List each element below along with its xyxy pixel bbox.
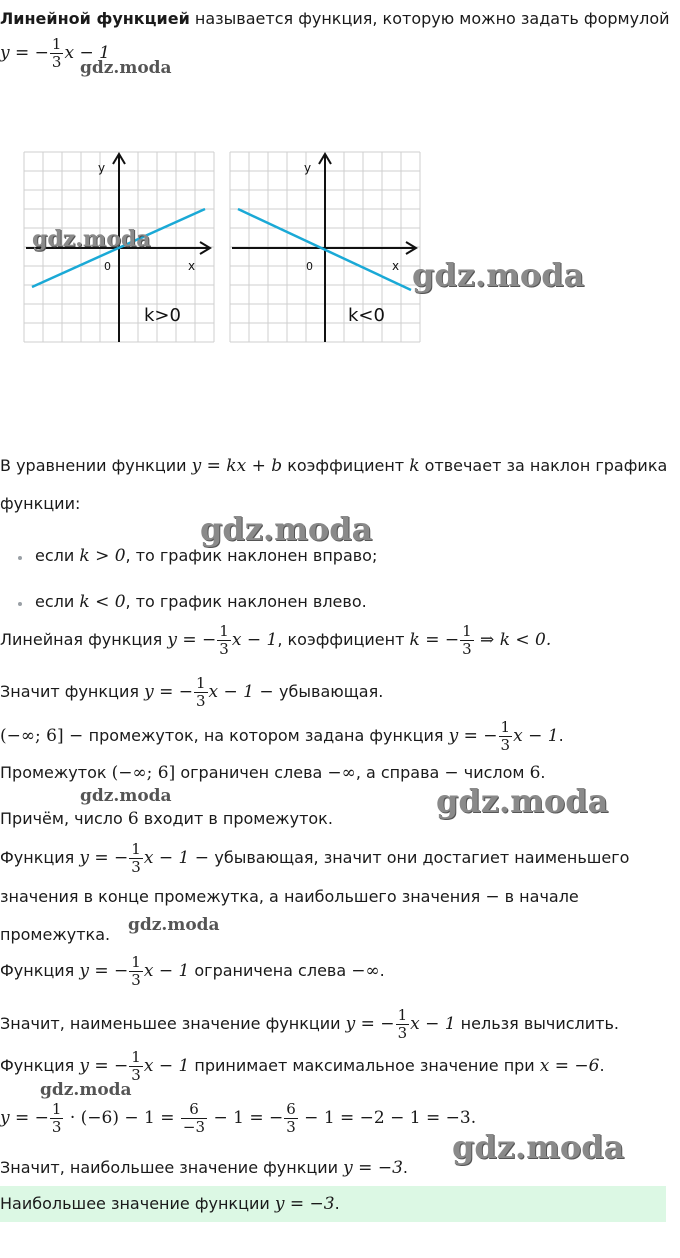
calculation-line: y = − $\frac{1}{3}$ · (−6) − 1 = $\frac{6}{-3}$ − 1 = − $\frac{6}{3}$ − 1 = −2 − 1 = −3. (0, 1100, 477, 1136)
func-decreasing-line: Функция y = − $\frac{1}{3}$ x − 1 − убывающая, значит они достагиет наименьшего (0, 840, 630, 876)
origin-label: 0 (306, 260, 313, 273)
func-decreasing-line-3: промежутка. (0, 925, 111, 944)
watermark: gdz.moda (32, 226, 151, 252)
watermark: gdz.moda (40, 1080, 132, 1100)
watermark: gdz.moda (412, 256, 585, 294)
intro-formula: y = − $\frac{1}{3}$ x − 1 (0, 35, 110, 71)
bounded-left-line: Функция y = − $\frac{1}{3}$ x − 1 ограничена слева −∞. (0, 953, 385, 989)
watermark: gdz.moda (452, 1128, 625, 1166)
intro-text (0, 9, 670, 29)
intro-rest: называется функция, которую можно задать формулой (189, 9, 670, 28)
graph-caption: k>0 (144, 305, 181, 326)
interval-line: (−∞; 6] − промежуток, на котором задана функция y = − $\frac{1}{3}$ x − 1. (0, 718, 564, 754)
y-label: y (98, 161, 106, 175)
bullet-dot (18, 556, 22, 560)
min-line: Значит, наименьшее значение функции y = − $\frac{1}{3}$ x − 1 нельзя вычислить. (0, 1006, 620, 1042)
y-label: y (304, 161, 312, 175)
watermark: gdz.moda (200, 510, 373, 548)
bounded-line: Промежуток (−∞; 6] ограничен слева −∞, а справа − числом 6. (0, 763, 546, 783)
includes-line: Причём, число 6 входит в промежуток. (0, 809, 333, 829)
slope-text-cont: функции: (0, 494, 81, 513)
slope-text: В уравнении функции y = kx + b коэффициент k отвечает за наклон графика (0, 456, 668, 476)
conclusion-line: Значит, наибольшее значение функции y = −3. (0, 1158, 408, 1178)
graph-caption: k<0 (348, 305, 385, 326)
answer-text: Наибольшее значение функции y = −3. (0, 1194, 340, 1214)
fraction: $\frac{1}{3}$ (51, 35, 62, 71)
watermark: gdz.moda (436, 782, 609, 820)
decreasing-line: Значит функция y = − $\frac{1}{3}$ x − 1 − убывающая. (0, 674, 384, 710)
x-label: x (188, 259, 196, 273)
x-label: x (392, 259, 400, 273)
func-decreasing-line-2: значения в конце промежутка, а наибольшего значения − в начале (0, 887, 579, 907)
intro-bold: Линейной функцией (0, 9, 190, 28)
origin-label: 0 (104, 260, 111, 273)
bullet-item: если k < 0, то график наклонен влево. (35, 592, 367, 612)
watermark: gdz.moda (80, 58, 172, 78)
bullet-dot (18, 602, 22, 606)
watermark: gdz.moda (128, 915, 220, 935)
linear-fn-line: Линейная функция y = − $\frac{1}{3}$ x − 1, коэффициент k = − $\frac{1}{3}$ ⇒ k < 0. (0, 622, 552, 658)
bullet-item: если k > 0, то график наклонен вправо; (35, 546, 378, 566)
watermark: gdz.moda (80, 786, 172, 806)
graph-right (230, 152, 420, 342)
answer-box (0, 1186, 666, 1222)
max-line: Функция y = − $\frac{1}{3}$ x − 1 принимает максимальное значение при x = −6. (0, 1048, 605, 1084)
